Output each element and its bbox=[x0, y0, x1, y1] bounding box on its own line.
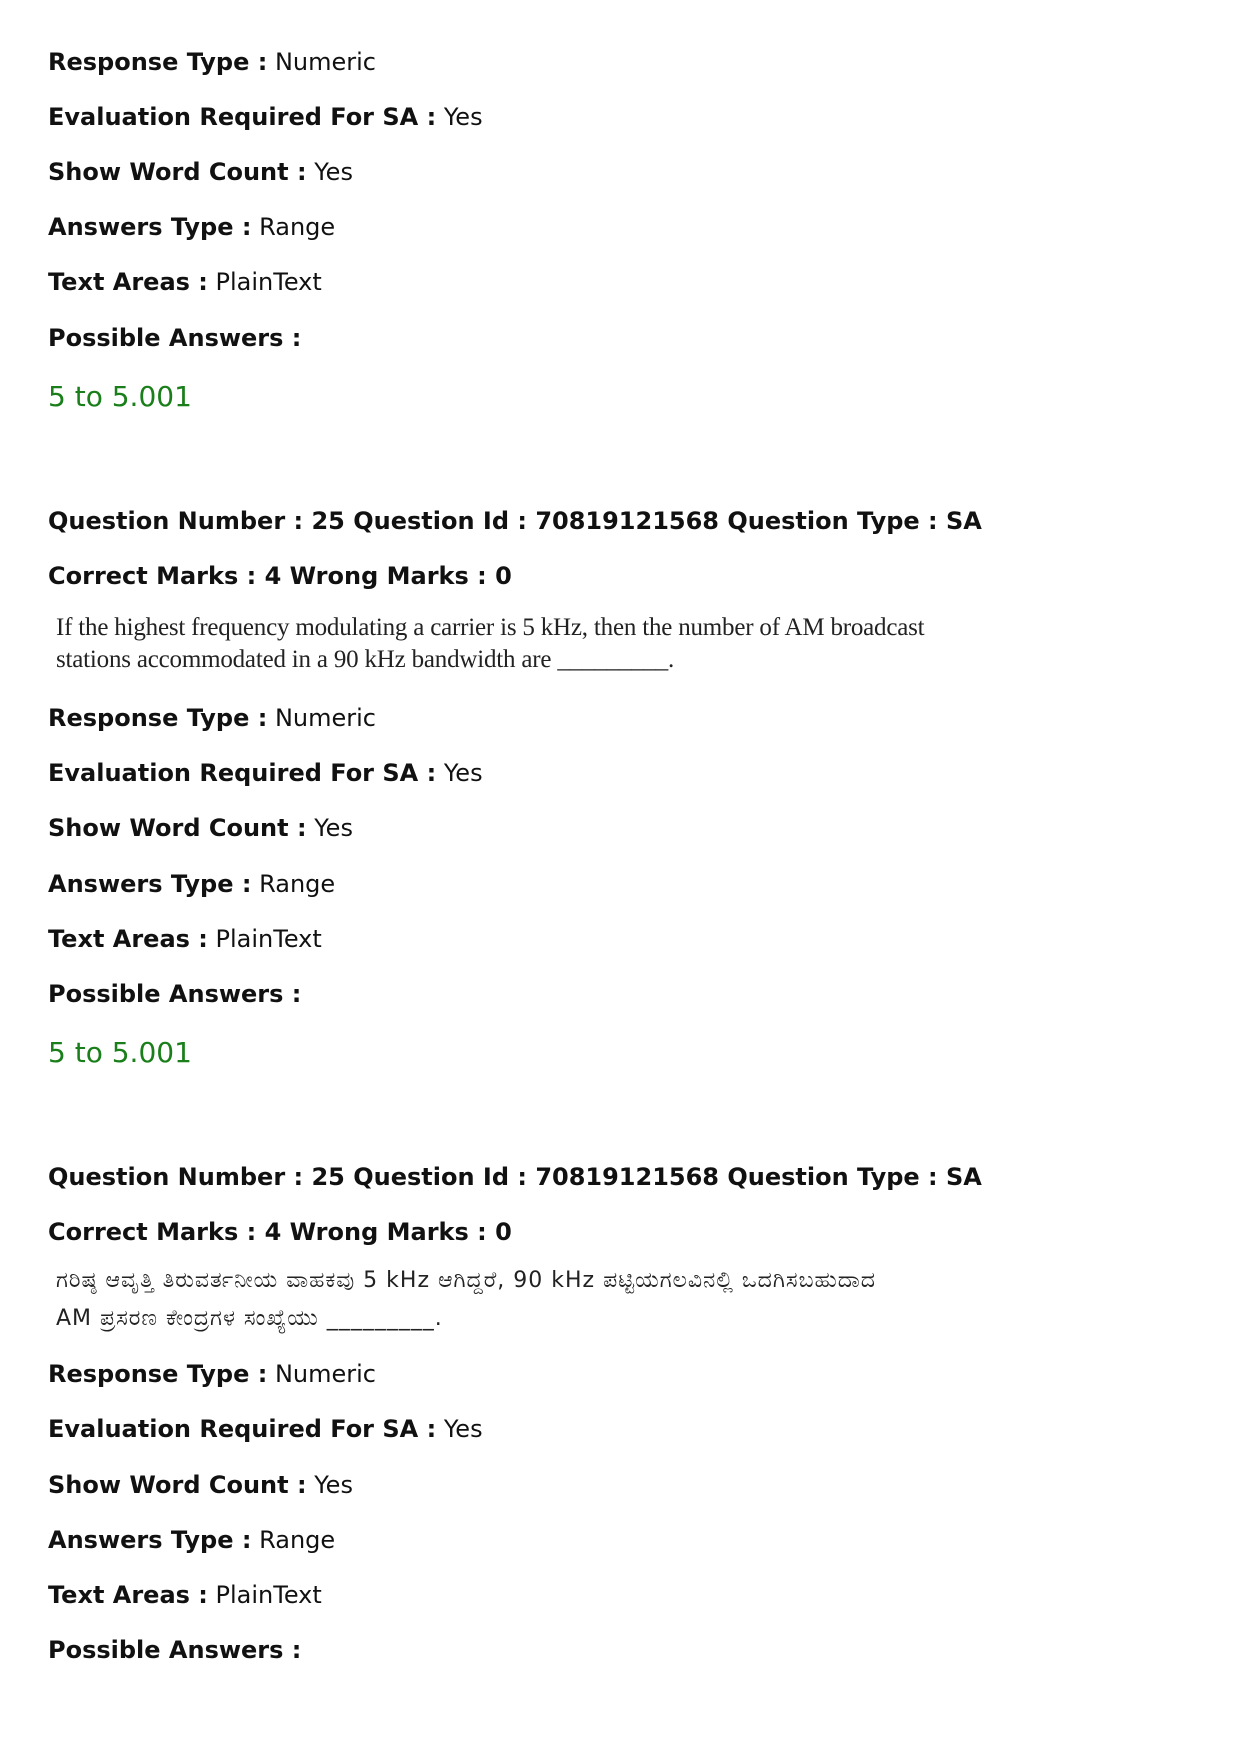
question-text bbox=[56, 1262, 876, 1338]
response-type-row bbox=[48, 47, 376, 77]
possible-answer-value: 5 to 5.001 bbox=[48, 380, 192, 413]
possible-answers-row bbox=[48, 979, 301, 1009]
evaluation-required-row bbox=[48, 758, 483, 788]
response-type-value: Numeric bbox=[274, 48, 376, 76]
show-word-count-value: Yes bbox=[314, 1471, 353, 1499]
question-text-line: If the highest frequency modulating a carrier is 5 kHz, then the number of AM broadcast bbox=[56, 614, 925, 641]
evaluation-required-label: Evaluation Required For SA : bbox=[48, 1415, 437, 1443]
response-type-value: Numeric bbox=[274, 704, 376, 732]
possible-answers-label: Possible Answers : bbox=[48, 980, 302, 1008]
question-marks: Correct Marks : 4 Wrong Marks : 0 bbox=[48, 562, 512, 590]
show-word-count-label: Show Word Count : bbox=[48, 158, 307, 186]
text-areas-value: PlainText bbox=[215, 1581, 322, 1609]
question-marks: Correct Marks : 4 Wrong Marks : 0 bbox=[48, 1218, 512, 1246]
show-word-count-label: Show Word Count : bbox=[48, 814, 307, 842]
answers-type-row bbox=[48, 869, 335, 899]
question-text-line: stations accommodated in a 90 kHz bandwidth are _________. bbox=[56, 646, 675, 673]
show-word-count-row bbox=[48, 157, 353, 187]
text-areas-label: Text Areas : bbox=[48, 268, 208, 296]
answers-type-label: Answers Type : bbox=[48, 870, 252, 898]
question-header: Question Number : 25 Question Id : 70819121568 Question Type : SA bbox=[48, 507, 982, 535]
possible-answers-label: Possible Answers : bbox=[48, 1636, 302, 1664]
response-type-row bbox=[48, 703, 376, 733]
answers-type-row bbox=[48, 212, 335, 242]
question-text-line: ಗರಿಷ್ಠ ಆವೃತ್ತಿ ತಿರುವರ್ತನೀಯ ವಾಹಕವು 5 kHz ಆಗಿದ್ದರೆ, 90 kHz ಪಟ್ಟಿಯಗಲವಿನಲ್ಲಿ ಒದಗಿಸಬಹುದಾದ bbox=[56, 1268, 876, 1293]
answers-type-row bbox=[48, 1525, 335, 1555]
text-areas-value: PlainText bbox=[215, 268, 322, 296]
show-word-count-label: Show Word Count : bbox=[48, 1471, 307, 1499]
evaluation-required-label: Evaluation Required For SA : bbox=[48, 759, 437, 787]
text-areas-value: PlainText bbox=[215, 925, 322, 953]
evaluation-required-row bbox=[48, 102, 483, 132]
response-type-label: Response Type : bbox=[48, 48, 268, 76]
question-text-line: AM ಪ್ರಸರಣ ಕೇಂದ್ರಗಳ ಸಂಖ್ಯೆಯು _________. bbox=[56, 1306, 443, 1331]
show-word-count-value: Yes bbox=[314, 158, 353, 186]
evaluation-required-label: Evaluation Required For SA : bbox=[48, 103, 437, 131]
possible-answers-label: Possible Answers : bbox=[48, 324, 302, 352]
text-areas-row bbox=[48, 267, 322, 297]
evaluation-required-value: Yes bbox=[443, 759, 483, 787]
evaluation-required-value: Yes bbox=[443, 103, 483, 131]
answers-type-label: Answers Type : bbox=[48, 1526, 252, 1554]
text-areas-label: Text Areas : bbox=[48, 1581, 208, 1609]
text-areas-row bbox=[48, 924, 322, 954]
show-word-count-row bbox=[48, 1470, 353, 1500]
possible-answers-row bbox=[48, 1635, 301, 1665]
answers-type-value: Range bbox=[259, 213, 336, 241]
show-word-count-value: Yes bbox=[314, 814, 353, 842]
show-word-count-row bbox=[48, 813, 353, 843]
response-type-label: Response Type : bbox=[48, 704, 268, 732]
possible-answers-row bbox=[48, 323, 301, 353]
text-areas-row bbox=[48, 1580, 322, 1610]
response-type-row bbox=[48, 1359, 376, 1389]
answers-type-label: Answers Type : bbox=[48, 213, 252, 241]
possible-answer-value: 5 to 5.001 bbox=[48, 1036, 192, 1069]
response-type-value: Numeric bbox=[274, 1360, 376, 1388]
response-type-label: Response Type : bbox=[48, 1360, 268, 1388]
question-header: Question Number : 25 Question Id : 70819121568 Question Type : SA bbox=[48, 1163, 982, 1191]
answers-type-value: Range bbox=[259, 1526, 336, 1554]
evaluation-required-row bbox=[48, 1414, 483, 1444]
question-text bbox=[56, 612, 924, 676]
answers-type-value: Range bbox=[259, 870, 336, 898]
text-areas-label: Text Areas : bbox=[48, 925, 208, 953]
evaluation-required-value: Yes bbox=[443, 1415, 483, 1443]
